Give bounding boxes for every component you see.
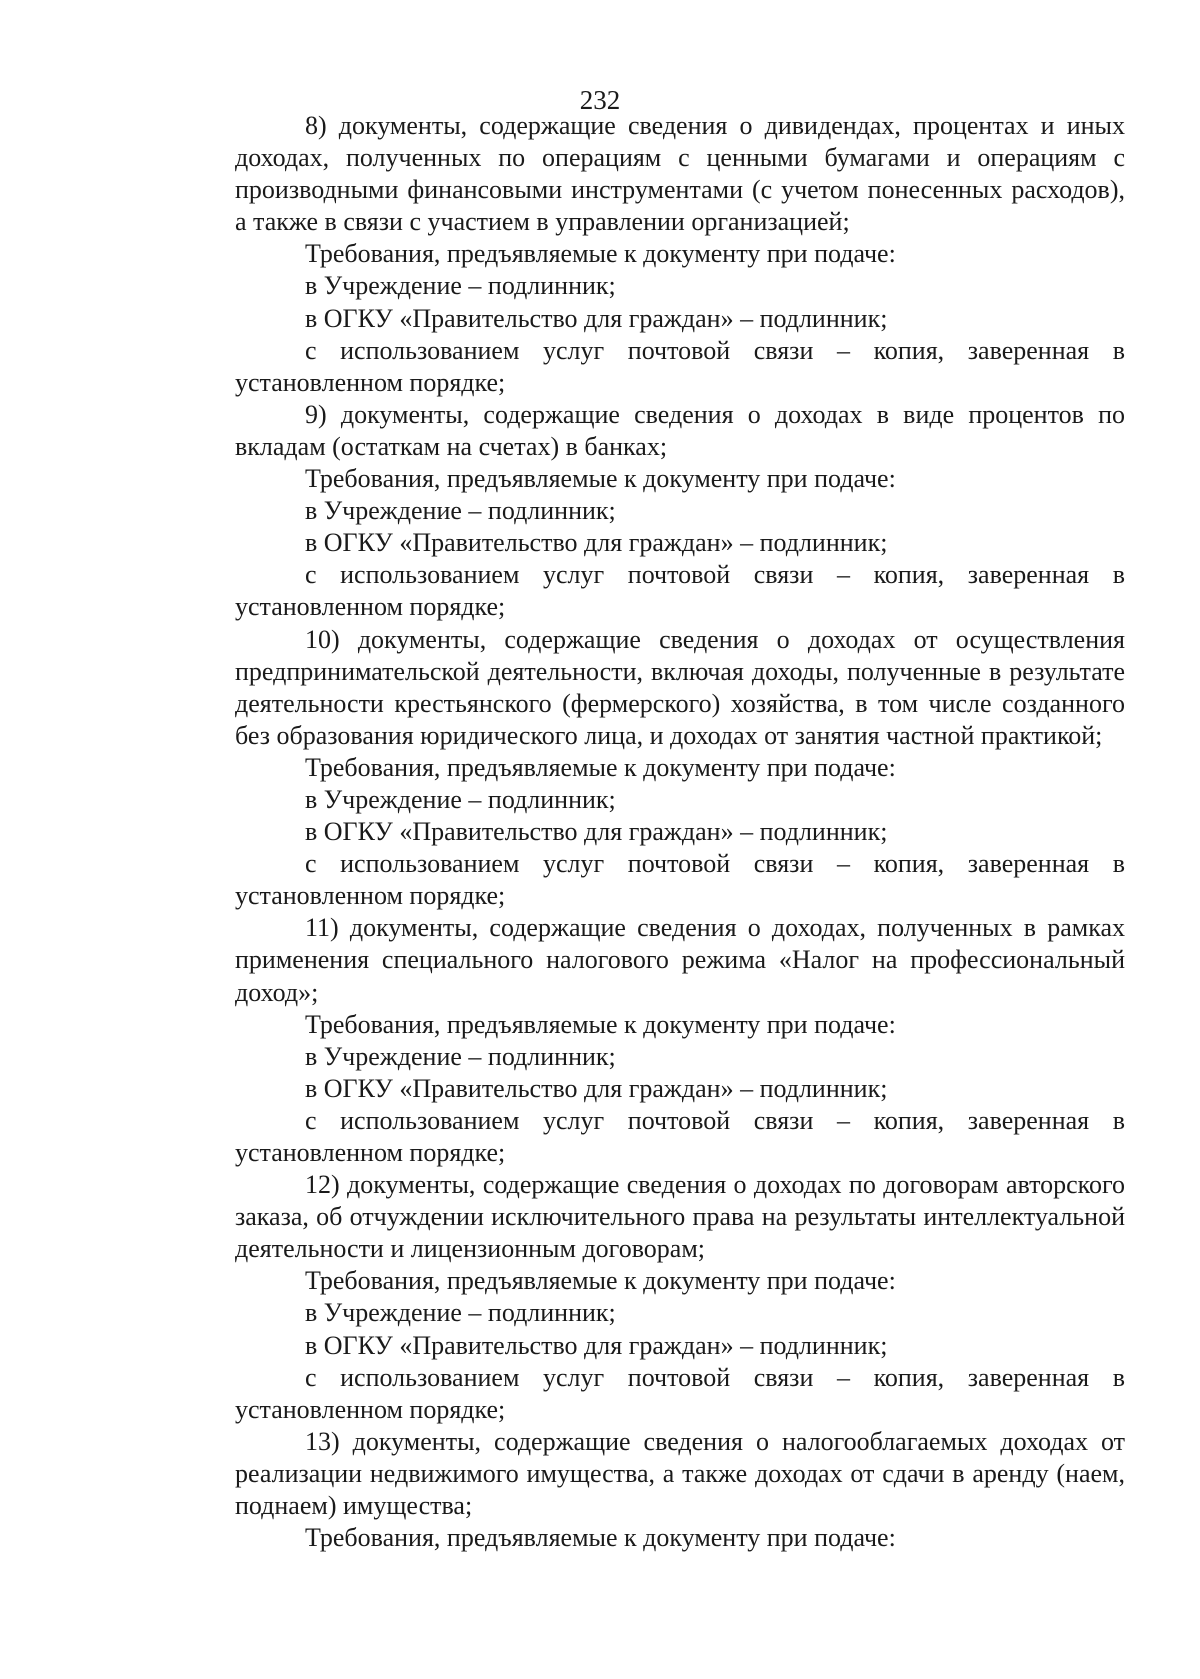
item-12-requirement-post: с использованием услуг почтовой связи – копия, заверенная в установленном порядке;	[235, 1362, 1125, 1424]
item-11-requirement-ogku: в ОГКУ «Правительство для граждан» – подлинник;	[305, 1073, 888, 1103]
item-9-requirements-title: Требования, предъявляемые к документу при подаче:	[305, 464, 896, 494]
item-8-requirements-title: Требования, предъявляемые к документу при подаче:	[305, 239, 896, 269]
item-11-text: 11) документы, содержащие сведения о доходах, полученных в рамках применения специального налогового режима «Налог на профессиональный доход»;	[235, 913, 1125, 1007]
item-12-requirements-title: Требования, предъявляемые к документу при подаче:	[305, 1266, 896, 1296]
item-11-requirements-title: Требования, предъявляемые к документу при подаче:	[305, 1009, 896, 1039]
item-12-requirement-ogku: в ОГКУ «Правительство для граждан» – подлинник;	[305, 1330, 888, 1360]
item-10-text: 10) документы, содержащие сведения о доходах от осуществления предпринимательской деятельности, включая доходы, полученные в результате деятельности крестьянского (фермерского) хозяйства, в том числе созданного без образования юридического лица, и доходах от занятия частной практикой;	[235, 624, 1125, 750]
item-11-requirement-post: с использованием услуг почтовой связи – копия, заверенная в установленном порядке;	[235, 1105, 1125, 1167]
item-9-requirement-ogku: в ОГКУ «Правительство для граждан» – подлинник;	[305, 528, 888, 558]
item-12-text: 12) документы, содержащие сведения о доходах по договорам авторского заказа, об отчуждении исключительного права на результаты интеллектуальной деятельности и лицензионным договорам;	[235, 1170, 1125, 1264]
item-10-requirement-institution: в Учреждение – подлинник;	[305, 784, 616, 814]
item-13-text: 13) документы, содержащие сведения о налогооблагаемых доходах от реализации недвижимого имущества, а также доходах от сдачи в аренду (наем, поднаем) имущества;	[235, 1426, 1125, 1521]
document-body	[235, 110, 1125, 1554]
item-8-requirement-post: с использованием услуг почтовой связи – копия, заверенная в установленном порядке;	[235, 335, 1125, 397]
item-9-text: 9) документы, содержащие сведения о доходах в виде процентов по вкладам (остаткам на счетах) в банках;	[235, 399, 1125, 461]
item-10-requirements-title: Требования, предъявляемые к документу при подаче:	[305, 752, 896, 782]
item-9-requirement-institution: в Учреждение – подлинник;	[305, 496, 616, 526]
item-8-text: 8) документы, содержащие сведения о дивидендах, процентах и иных доходах, полученных по операциям с ценными бумагами и операциям с производными финансовыми инструментами (с учетом понесенных расходов), а также в связи с участием в управлении организацией;	[235, 111, 1125, 237]
item-10-requirement-ogku: в ОГКУ «Правительство для граждан» – подлинник;	[305, 817, 888, 847]
item-8-requirement-ogku: в ОГКУ «Правительство для граждан» – подлинник;	[305, 303, 888, 333]
item-8-requirement-institution: в Учреждение – подлинник;	[305, 271, 616, 301]
item-11-requirement-institution: в Учреждение – подлинник;	[305, 1041, 616, 1071]
item-13-requirements-title: Требования, предъявляемые к документу при подаче:	[305, 1523, 896, 1553]
page-number: 232	[579, 85, 621, 115]
item-12-requirement-institution: в Учреждение – подлинник;	[305, 1298, 616, 1328]
item-9-requirement-post: с использованием услуг почтовой связи – копия, заверенная в установленном порядке;	[235, 560, 1125, 622]
item-10-requirement-post: с использованием услуг почтовой связи – копия, заверенная в установленном порядке;	[235, 849, 1125, 911]
